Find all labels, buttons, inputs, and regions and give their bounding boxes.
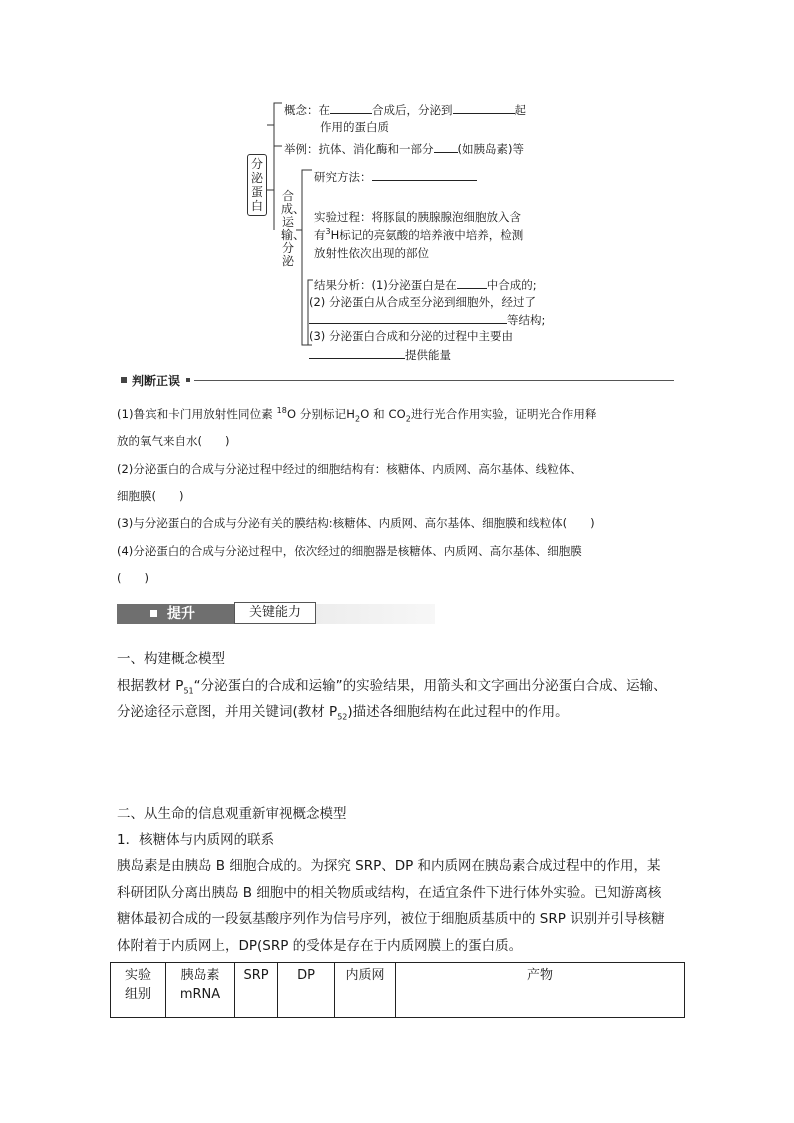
part1-1b: “分泌蛋白的合成和运输”的实验结果，用箭头和文字画出分泌蛋白合成、运输、	[193, 678, 667, 694]
judge-title: 判断正误	[132, 374, 181, 388]
process-line-1: 实验过程：将豚鼠的胰腺腺泡细胞放入含	[314, 210, 521, 224]
method-line	[314, 168, 477, 185]
concept-root-box	[247, 154, 267, 216]
q1b: O 分别标记H	[286, 407, 356, 421]
question-1-line-1	[117, 406, 597, 423]
q1c: O 和 CO	[360, 407, 406, 421]
q1sub2: 2	[405, 414, 411, 424]
question-2-line-1: (2)分泌蛋白的合成与分泌过程中经过的细胞结构有：核糖体、内质网、高尔基体、线粒体、	[117, 462, 582, 476]
table-header-cell: DP	[278, 963, 335, 1018]
table-header-cell: SRP	[235, 963, 278, 1018]
blank-line	[372, 168, 477, 181]
part2-subheading: 1．核糖体与内质网的联系	[117, 832, 275, 848]
table-header-row	[111, 963, 685, 1018]
header-group-2: 组别	[124, 987, 151, 1002]
result-line-4: (3) 分泌蛋白合成和分泌的过程中主要由	[309, 329, 513, 343]
q1d: 进行光合作用实验，证明光合作用释	[410, 407, 597, 421]
q1a: (1)鲁宾和卡门用放射性同位素	[117, 407, 273, 421]
result-line-2: (2) 分泌蛋白从合成至分泌到细胞外，经过了	[309, 295, 536, 309]
header-group-1: 实验	[124, 968, 151, 983]
method-label: 研究方法：	[314, 170, 372, 184]
result-1a: 结果分析：(1)分泌蛋白是在	[314, 278, 457, 292]
process-2b: H标记的亮氨酸的培养液中培养，检测	[330, 228, 524, 242]
q1sup: 18	[276, 406, 287, 416]
judge-bullet	[121, 377, 127, 383]
example-text: 举例：抗体、消化酶和一部分	[284, 142, 434, 156]
question-3: (3)与分泌蛋白的合成与分泌有关的膜结构:核糖体、内质网、高尔基体、细胞膜和线粒体( )	[117, 516, 595, 530]
concept-line-2: 作用的蛋白质	[320, 120, 389, 134]
concept-end: 起	[514, 103, 526, 117]
section-subtitle-box	[234, 602, 316, 624]
example-end: (如胰岛素)等	[457, 142, 524, 156]
concept-line	[284, 101, 526, 118]
result-3: 等结构;	[507, 313, 546, 327]
q1sub1: 2	[355, 414, 361, 424]
blank-line	[434, 140, 458, 153]
part2-heading: 二、从生命的信息观重新审视概念模型	[117, 806, 347, 822]
question-4-line-1: (4)分泌蛋白的合成与分泌过程中，依次经过的细胞器是核糖体、内质网、高尔基体、细胞膜	[117, 544, 582, 558]
table-header-cell: 内质网	[335, 963, 396, 1018]
branch-label: 合成、运输、分泌	[281, 189, 306, 268]
question-4-line-2: ( )	[117, 571, 149, 585]
blank-line	[309, 311, 507, 324]
result-line-3	[309, 311, 545, 328]
table-header-cell	[166, 963, 235, 1018]
blank-line	[453, 101, 515, 114]
part1-line-2	[117, 700, 569, 722]
table-header-cell: 产物	[396, 963, 685, 1018]
blank-line	[309, 346, 405, 359]
concept-mid: 合成后，分泌到	[372, 103, 453, 117]
header-mrna-2: mRNA	[179, 987, 221, 1002]
part1-2b: )描述各细胞结构在此过程中的作用。	[347, 704, 569, 720]
header-mrna-1: 胰岛素	[180, 968, 220, 983]
process-line-2	[314, 227, 523, 243]
experiment-table	[110, 962, 685, 1018]
part1-1sub: 51	[183, 686, 194, 696]
result-5: 提供能量	[405, 348, 451, 362]
example-line	[284, 140, 524, 157]
judge-dot	[186, 378, 190, 382]
result-line-5	[309, 346, 451, 363]
section-subtitle: 关键能力	[248, 605, 301, 620]
process-line-3: 放射性依次出现的部位	[314, 246, 429, 260]
judge-rule	[194, 380, 674, 381]
question-2-line-2: 细胞膜( )	[117, 489, 184, 503]
process-2a: 有	[314, 228, 326, 242]
part1-2a: 分泌途径示意图，并用关键词(教材 P	[117, 704, 338, 720]
result-1b: 中合成的;	[486, 278, 537, 292]
result-line-1	[314, 276, 537, 293]
section-square-icon	[150, 610, 157, 617]
process-2sup: 3	[325, 227, 331, 237]
concept-root-label: 分泌蛋白	[251, 157, 264, 213]
table-header-cell	[111, 963, 166, 1018]
part2-para-line-3: 糖体最初合成的一段氨基酸序列作为信号序列，被位于细胞质基质中的 SRP 识别并引导核糖	[117, 911, 665, 927]
question-1-line-2: 放的氧气来自水( )	[117, 434, 230, 448]
part1-heading: 一、构建概念模型	[117, 651, 225, 667]
blank-line	[457, 276, 487, 289]
concept-prefix: 概念：在	[284, 103, 330, 117]
blank-line	[330, 101, 372, 114]
section-bar	[117, 601, 435, 627]
part1-2sub: 52	[337, 712, 348, 722]
part2-para-line-4: 体附着于内质网上，DP(SRP 的受体是存在于内质网膜上的蛋白质。	[117, 938, 523, 954]
part1-1a: 根据教材 P	[117, 678, 184, 694]
section-title: 提升	[167, 606, 195, 622]
part2-para-line-1: 胰岛素是由胰岛 B 细胞合成的。为探究 SRP、DP 和内质网在胰岛素合成过程中的作用，某	[117, 858, 661, 874]
part2-para-line-2: 科研团队分离出胰岛 B 细胞中的相关物质或结构，在适宜条件下进行体外实验。已知游离核	[117, 885, 662, 901]
part1-line-1	[117, 674, 667, 696]
